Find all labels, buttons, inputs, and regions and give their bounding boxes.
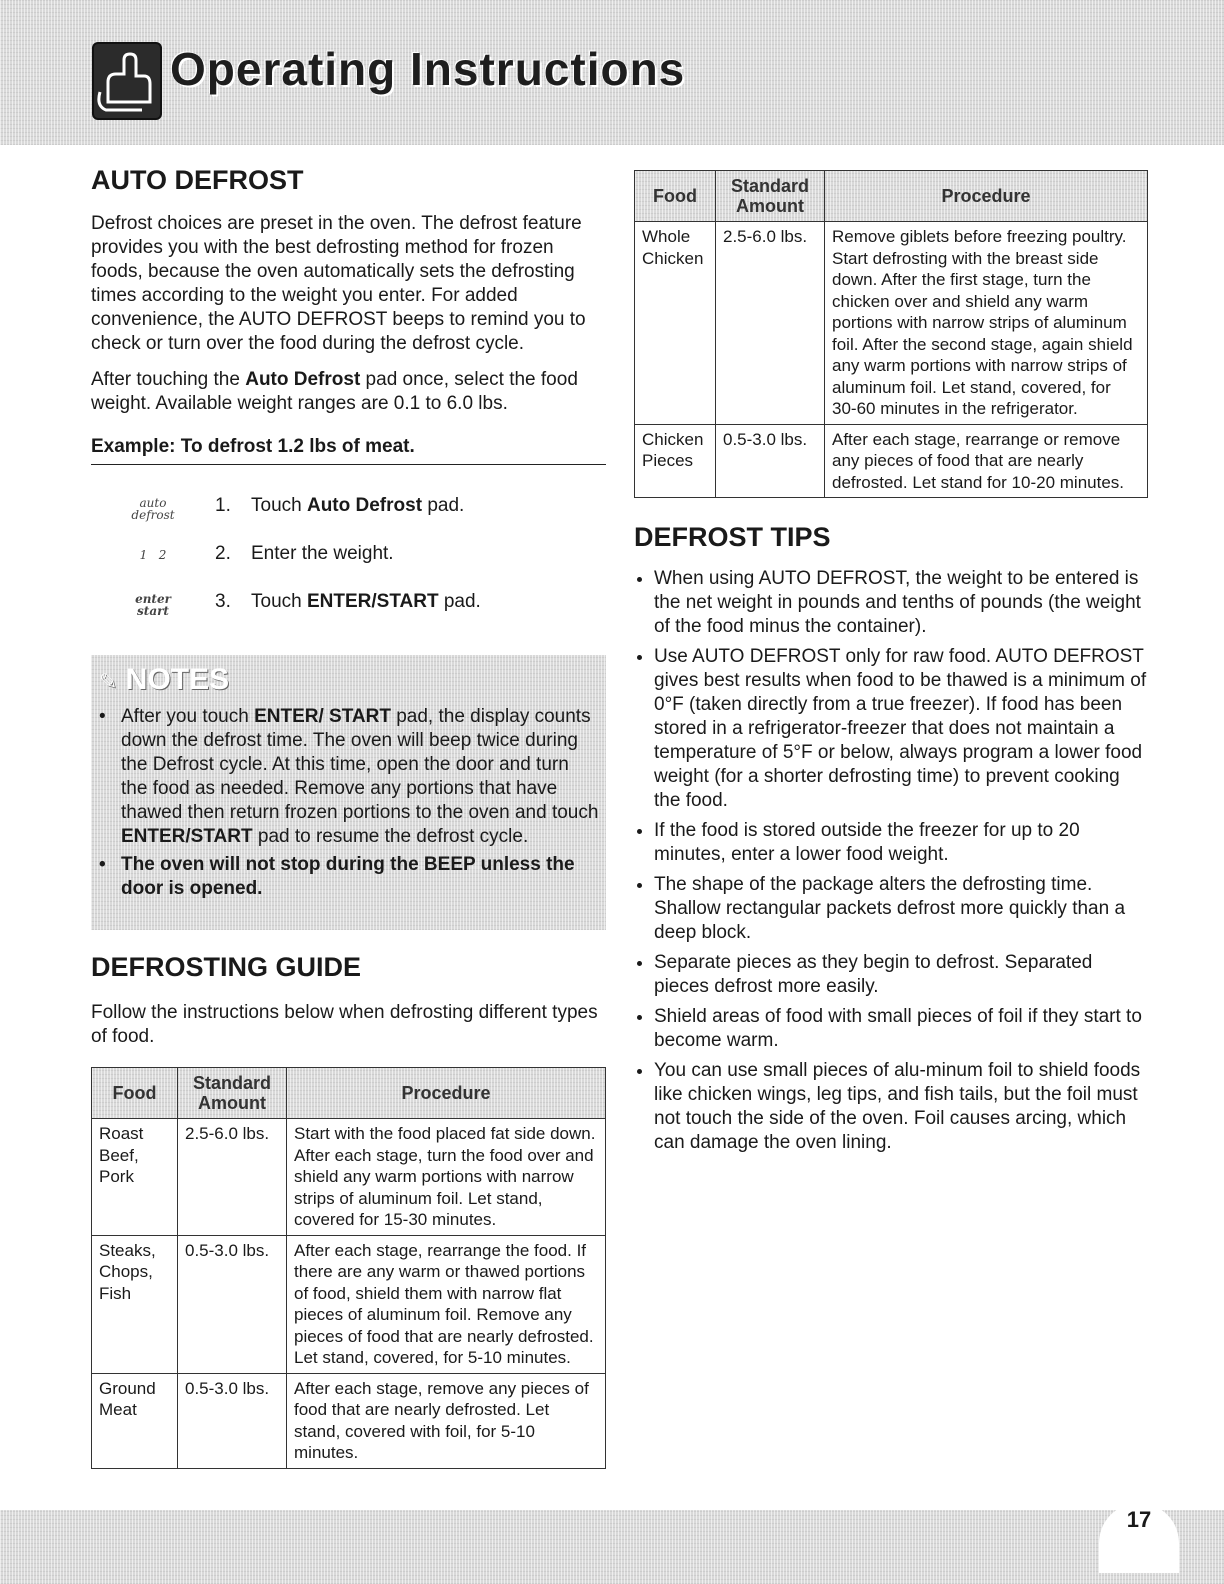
example-heading: Example: To defrost 1.2 lbs of meat.	[91, 436, 606, 465]
auto-defrost-intro: Defrost choices are preset in the oven. The defrost feature provides you with the best defrosting method for frozen foods, because the oven automatically sets the defrosting times according to the weight you enter. For added convenience, the AUTO DEFROST beeps to remind you to check or turn over the food during the defrost cycle.	[91, 213, 586, 354]
step-text: Touch Auto Defrost pad.	[251, 495, 465, 516]
page-title: Operating Instructions	[170, 43, 686, 95]
notes-body	[99, 705, 599, 901]
table-row: Steaks, Chops, Fish 0.5-3.0 lbs. After each stage, rearrange the food. If there are any warm or thawed portions of food, shield them with narrow flat pieces of aluminum foil. Remove any pieces of food that are nearly defrosted. Let stand, covered, for 5-10 minutes.	[92, 1235, 606, 1373]
defrost-tips-heading: DEFROST TIPS	[634, 522, 831, 552]
defrost-tips-list	[634, 567, 1148, 1155]
step-1: auto defrost 1. Touch Auto Defrost pad.	[91, 495, 606, 543]
table-header-row: Food Standard Amount Procedure	[92, 1068, 606, 1119]
defrosting-guide-intro: Follow the instructions below when defrosting different types of food.	[91, 1002, 598, 1047]
list-item: • When using AUTO DEFROST, the weight to be entered is the net weight in pounds and tenths of pounds (the weight of the food minus the container).	[654, 567, 1148, 639]
note-item: • After you touch ENTER/ START pad, the display counts down the defrost time. The oven will beep twice during the Defrost cycle. At this time, open the door and turn the food as needed. Remove any portions that have thawed then return frozen portions to the oven and touch ENTER/START pad to resume the defrost cycle.	[99, 706, 599, 847]
poultry-defrost-table	[634, 170, 1148, 498]
number-pad-glyph: 1 2	[139, 548, 167, 562]
list-item: • The shape of the package alters the defrosting time. Shallow rectangular packets defrost more quickly than a deep block.	[654, 873, 1148, 945]
step-text: Touch ENTER/START pad.	[251, 591, 481, 612]
table-row: Whole Chicken 2.5-6.0 lbs. Remove giblets before freezing poultry. Start defrosting with the breast side down. After the first stage, turn the chicken over and shield any warm portions with narrow strips of aluminum foil. After the second stage, again shield any warm portions with narrow strips of aluminum foil. Let stand, covered, for 30-60 minutes in the refrigerator.	[635, 222, 1148, 425]
table-header-row: Food Standard Amount Procedure	[635, 171, 1148, 222]
step-2: 1 2 2. Enter the weight.	[91, 543, 606, 591]
auto-defrost-weight-text: After touching the Auto Defrost pad once, select the food weight. Available weight ranges are 0.1 to 6.0 lbs.	[91, 369, 578, 414]
auto-defrost-pad-glyph: auto defrost	[131, 496, 175, 522]
left-column	[91, 165, 606, 639]
step-text: Enter the weight.	[251, 543, 394, 564]
table-row: Chicken Pieces 0.5-3.0 lbs. After each stage, rearrange or remove any pieces of food that are nearly defrosted. Let stand for 10-20 minutes.	[635, 424, 1148, 498]
list-item: • Separate pieces as they begin to defrost. Separated pieces defrost more easily.	[654, 951, 1148, 999]
defrosting-guide-section	[91, 952, 606, 1469]
auto-defrost-heading: AUTO DEFROST	[91, 165, 304, 195]
list-item: • If the food is stored outside the freezer for up to 20 minutes, enter a lower food weight.	[654, 819, 1148, 867]
steps-list	[91, 495, 606, 639]
defrosting-guide-table	[91, 1067, 606, 1469]
notes-box	[91, 655, 606, 930]
defrosting-guide-heading: DEFROSTING GUIDE	[91, 952, 362, 982]
page-footer	[0, 1510, 1224, 1584]
page-number: 17	[1099, 1503, 1179, 1573]
note-item: • The oven will not stop during the BEEP unless the door is opened.	[99, 854, 575, 899]
note-pencil-icon: ✎	[99, 669, 118, 694]
step-3: enter start 3. Touch ENTER/START pad.	[91, 591, 606, 639]
table-row: Roast Beef, Pork 2.5-6.0 lbs. Start with the food placed fat side down. After each stage, turn the food over and shield any warm portions with narrow strips of aluminum foil. Let stand, covered for 15-30 minutes.	[92, 1119, 606, 1236]
list-item: • You can use small pieces of alu-minum foil to shield foods like chicken wings, leg tips, and fish tails, but the foil must not touch the side of the oven. Foil causes arcing, which can damage the oven lining.	[654, 1059, 1148, 1155]
right-column	[634, 170, 1148, 1161]
table-row: Ground Meat 0.5-3.0 lbs. After each stage, remove any pieces of food that are nearly defrosted. Let stand, covered with foil, for 5-10 minutes.	[92, 1373, 606, 1468]
hand-touch-icon	[92, 42, 162, 120]
notes-title: ✎ NOTES	[99, 663, 230, 696]
enter-start-pad-glyph: enter start	[135, 592, 171, 618]
page-header	[0, 0, 1224, 145]
list-item: • Use AUTO DEFROST only for raw food. AUTO DEFROST gives best results when food to be thawed is a minimum of 0°F (taken directly from a true freezer). If food has been stored in a refrigerator-freezer that does not maintain a temperature of 5°F or below, always program a lower food weight (for a shorter defrosting time) to prevent cooking the food.	[654, 645, 1148, 813]
list-item: • Shield areas of food with small pieces of foil if they start to become warm.	[654, 1005, 1148, 1053]
